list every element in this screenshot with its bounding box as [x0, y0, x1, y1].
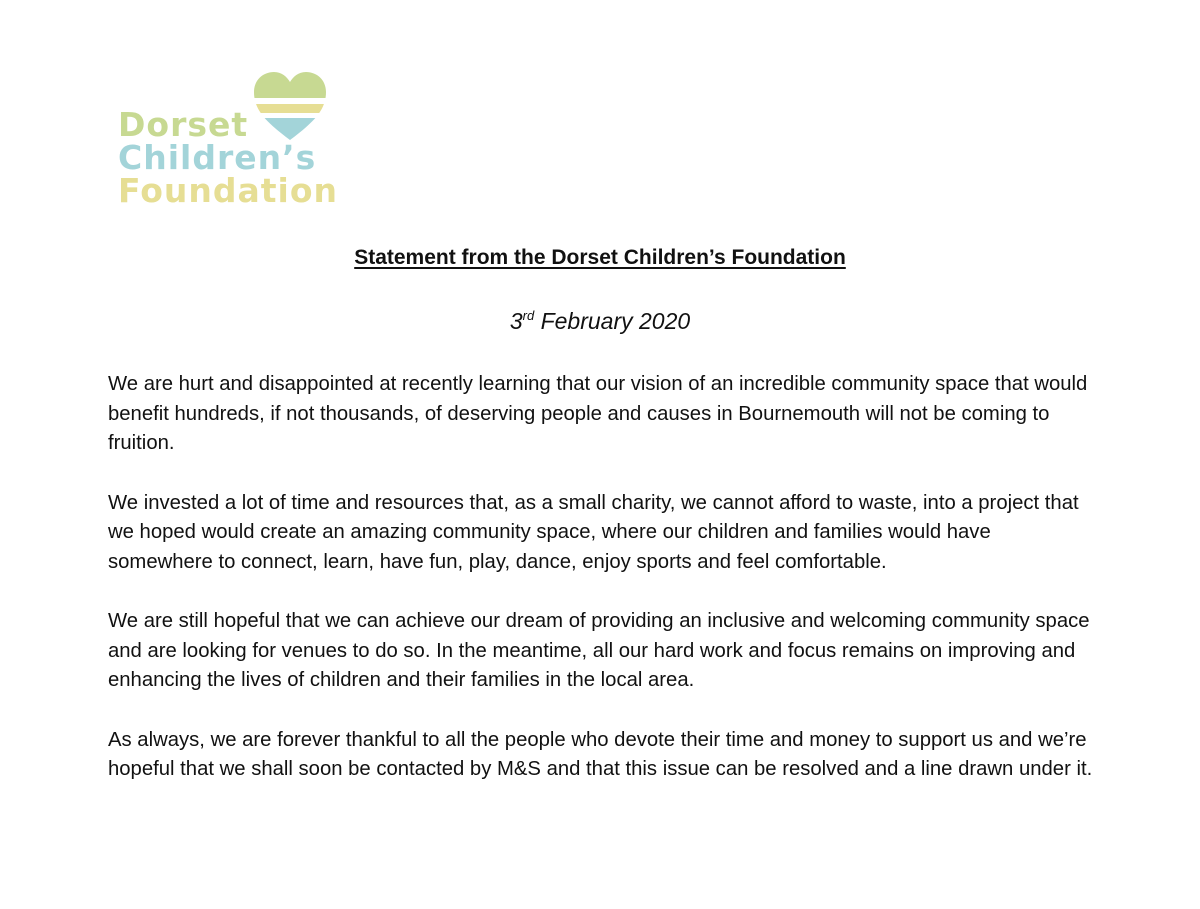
statement-date	[0, 308, 1200, 335]
date-month-year: February 2020	[534, 308, 691, 334]
statement-paragraph: We are hurt and disappointed at recently learning that our vision of an incredible community space that would benefit hundreds, if not thousands, of deserving people and causes in Bournemouth will not be coming to fruition.	[108, 373, 1088, 454]
statement-paragraph: We are still hopeful that we can achieve our dream of providing an inclusive and welcoming community space and are looking for venues to do so. In the meantime, all our hard work and focus remains on improving and enhancing the lives of children and their families in the local area.	[108, 610, 1090, 691]
logo-word-foundation: Foundation	[118, 171, 339, 210]
foundation-logo	[118, 70, 348, 215]
statement-paragraph: We invested a lot of time and resources that, as a small charity, we cannot afford to waste, into a project that we hoped would create an amazing community space, where our children and families would have somewhere to connect, learn, have fun, play, dance, enjoy sports and feel comfortable.	[108, 491, 1079, 573]
logo-wordmark	[118, 105, 339, 210]
logo-word-dorset: Dorset	[118, 105, 249, 144]
logo-word-childrens: Children’s	[118, 138, 317, 177]
statement-body	[108, 370, 1098, 815]
statement-title: Statement from the Dorset Children’s Foundation	[354, 246, 846, 269]
date-suffix: rd	[522, 308, 535, 323]
date-day: 3	[509, 308, 523, 334]
statement-paragraph: As always, we are forever thankful to all the people who devote their time and money to support us and we’re hopeful that we shall soon be contacted by M&S and that this issue can be resolved and a line drawn under it.	[108, 728, 1093, 780]
